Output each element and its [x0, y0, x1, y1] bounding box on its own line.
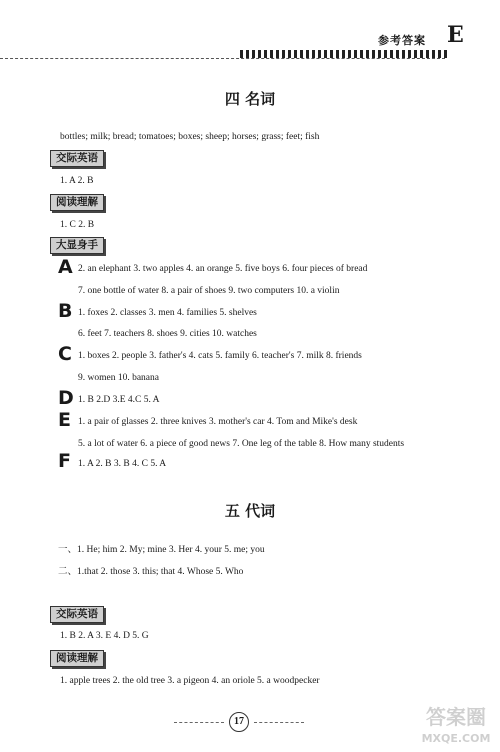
tag-reading-comprehension-2: 阅读理解	[50, 650, 104, 667]
header-title: 参考答案	[378, 34, 426, 47]
footer-dash-left	[174, 722, 224, 723]
section4-b-line1: 1. foxes 2. classes 3. men 4. families 5. shelves	[78, 308, 257, 318]
section5-line1: 一、1. He; him 2. My; mine 3. Her 4. your 5. me; you	[58, 545, 265, 555]
letter-e: E	[58, 409, 71, 431]
section5-answers1: 1. B 2. A 3. E 4. D 5. G	[60, 631, 149, 641]
section4-c-line1: 1. boxes 2. people 3. father's 4. cats 5. family 6. teacher's 7. milk 8. friends	[78, 351, 362, 361]
footer-dash-right	[254, 722, 304, 723]
section4-d-line1: 1. B 2.D 3.E 4.C 5. A	[78, 395, 160, 405]
section4-b-line2: 6. feet 7. teachers 8. shoes 9. cities 10. watches	[78, 329, 257, 339]
letter-a: A	[58, 256, 73, 278]
section4-intro: bottles; milk; bread; tomatoes; boxes; sheep; horses; grass; feet; fish	[60, 132, 320, 142]
header-rule	[0, 58, 445, 59]
section4-f-line1: 1. A 2. B 3. B 4. C 5. A	[78, 459, 167, 469]
tag-show-skills: 大显身手	[50, 237, 104, 254]
section4-a-line2: 7. one bottle of water 8. a pair of shoes 9. two computers 10. a violin	[78, 286, 340, 296]
header-letter: E	[447, 22, 464, 48]
page-number: 17	[229, 712, 249, 732]
section4-c-line2: 9. women 10. banana	[78, 373, 159, 383]
letter-c: C	[58, 343, 72, 365]
section4-e-line2: 5. a lot of water 6. a piece of good news 7. One leg of the table 8. How many students	[78, 439, 405, 449]
letter-d: D	[58, 387, 74, 409]
letter-f: F	[58, 450, 71, 472]
watermark-logo	[415, 700, 497, 748]
section4-answers1: 1. A 2. B	[60, 176, 94, 186]
watermark-bottom: MXQE.COM	[421, 732, 491, 745]
section4-e-line1: 1. a pair of glasses 2. three knives 3. mother's car 4. Tom and Mike's desk	[78, 417, 358, 427]
section4-a-line1: 2. an elephant 3. two apples 4. an orange 5. five boys 6. four pieces of bread	[78, 264, 368, 274]
letter-b: B	[58, 300, 73, 322]
tag-communication-english: 交际英语	[50, 150, 104, 167]
section5-answers2: 1. apple trees 2. the old tree 3. a pigeon 4. an oriole 5. a woodpecker	[60, 676, 320, 686]
watermark-top: 答案圈	[426, 705, 486, 729]
section5-line2: 二、1.that 2. those 3. this; that 4. Whose 5. Who	[58, 567, 244, 577]
tag-communication-english-2: 交际英语	[50, 606, 104, 623]
tag-reading-comprehension: 阅读理解	[50, 194, 104, 211]
header-band	[240, 50, 450, 58]
section5-title: 五 代词	[224, 502, 276, 520]
section4-title: 四 名词	[224, 90, 276, 108]
section4-answers2: 1. C 2. B	[60, 220, 95, 230]
